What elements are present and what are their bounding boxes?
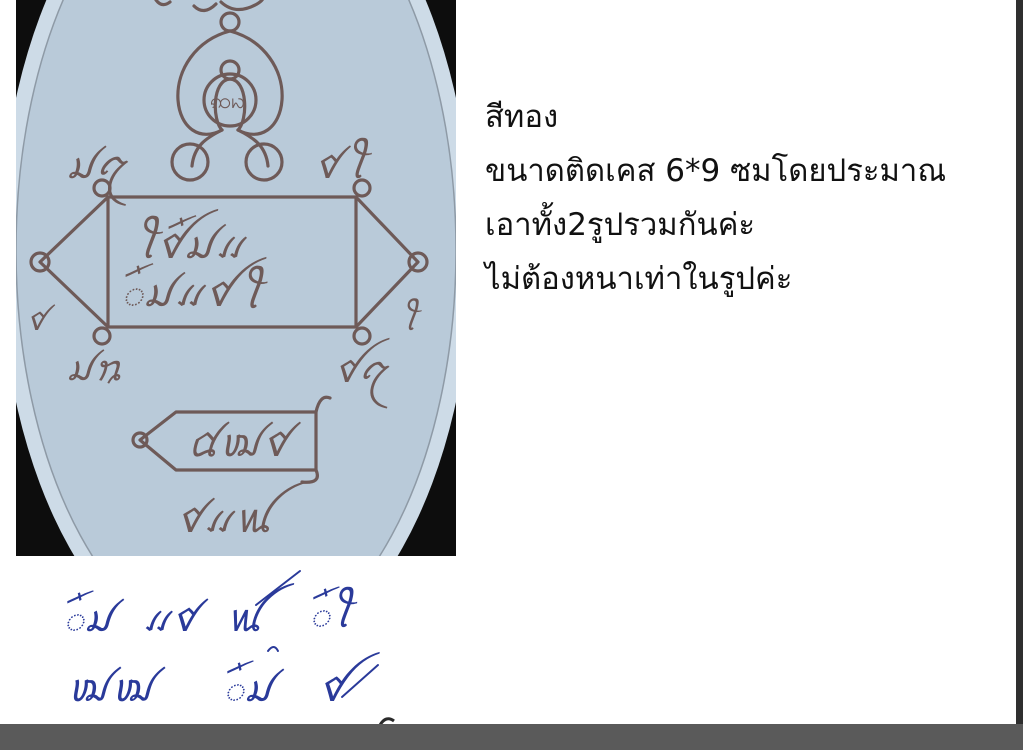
svg-text:ꪵꪥ: ꪵꪥ <box>142 596 198 640</box>
svg-text:ꪻꪤꪸꪣꪵ: ꪻꪤꪸꪣꪵ <box>134 222 246 268</box>
svg-text:ꪸꪣꪵꪤꪻ: ꪸꪣꪵꪤꪻ <box>122 270 262 316</box>
svg-text:ꪣꪧ: ꪣꪧ <box>66 348 124 389</box>
amulet-illustration <box>16 0 456 556</box>
svg-text:ꪻ: ꪻ <box>400 303 417 338</box>
product-description <box>485 90 1016 306</box>
svg-text:ꪸꪣ: ꪸꪣ <box>64 596 114 640</box>
svg-text:ꪤꪋ: ꪤꪋ <box>334 350 388 391</box>
handwritten-glyphs <box>64 583 380 711</box>
thickness-note: ไม่ต้องหนาเท่าในรูปค่ะ <box>485 261 793 297</box>
svg-text:ꪸꪣ: ꪸꪣ <box>224 666 274 710</box>
handwritten-script <box>60 565 400 724</box>
svg-text:ꪠꪢꪥ: ꪠꪢꪥ <box>186 420 289 466</box>
combine-note: เอาทั้ง2รูปรวมกันค่ะ <box>485 207 756 243</box>
svg-text:ꪤ: ꪤ <box>318 665 346 711</box>
svg-text:ꪥꪻ: ꪥꪻ <box>314 143 366 187</box>
svg-text:ꪡ: ꪡ <box>226 596 262 640</box>
bottom-bar <box>0 724 1023 750</box>
svg-text:ꩡꩢ: ꩡꩢ <box>210 89 246 114</box>
svg-text:ꪢꪢ: ꪢꪢ <box>66 665 155 711</box>
svg-text:ꪥꪵꪡ: ꪥꪵꪡ <box>176 496 272 542</box>
handwriting-sketch <box>60 565 400 724</box>
svg-text:ꪣꪋ: ꪣꪋ <box>66 143 127 187</box>
window-edge <box>1016 0 1023 750</box>
svg-text:ꪥ: ꪥ <box>26 303 47 338</box>
amulet-photo <box>16 0 456 556</box>
color-spec: สีทอง <box>485 99 559 135</box>
size-spec: ขนาดติดเคส 6*9 ซมโดยประมาณ <box>485 153 947 189</box>
svg-text:ꪸꪻ: ꪸꪻ <box>310 592 352 636</box>
